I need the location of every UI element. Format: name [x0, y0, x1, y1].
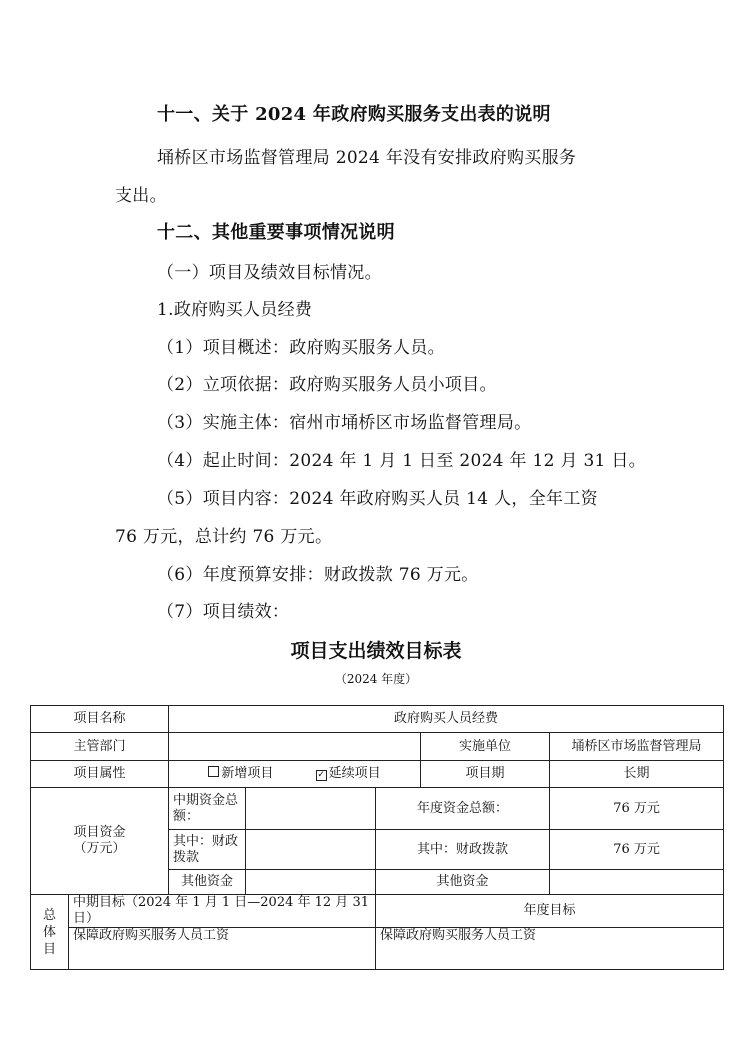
item-line: （6）年度预算安排：财政拨款 76 万元。 [157, 565, 479, 585]
goal-label-char: 总 [42, 907, 56, 923]
mid-goal-text: 保障政府购买服务人员工资 [69, 928, 376, 970]
project-name-value: 政府购买人员经费 [169, 706, 724, 733]
mid-other-value [246, 870, 376, 895]
mid-fin-value [246, 830, 376, 870]
paragraph-text: 支出。 [115, 186, 167, 206]
item-line: 76 万元，总计约 76 万元。 [115, 527, 333, 547]
paragraph-text: 埇桥区市场监督管理局 2024 年没有安排政府购买服务 [157, 148, 577, 168]
year-other-label: 其他资金 [376, 870, 550, 895]
fund-label: 项目资金 [73, 825, 126, 840]
attr-label: 项目属性 [31, 761, 169, 788]
item-line: （4）起止时间：2024 年 1 月 1 日至 2024 年 12 月 31 日。 [157, 451, 646, 471]
item-line: （2）立项依据：政府购买服务人员小项目。 [157, 375, 497, 395]
mid-other-label: 其他资金 [169, 870, 246, 895]
goal-label-char: 体 [42, 924, 56, 940]
year-fin-label: 其中：财政拨款 [376, 830, 550, 870]
dept-label: 主管部门 [31, 733, 169, 761]
unit-value: 埇桥区市场监督管理局 [550, 733, 724, 761]
table-subtitle: （2024 年度） [334, 672, 418, 686]
dept-value [169, 733, 421, 761]
item-line: （7）项目绩效： [157, 602, 290, 622]
period-value: 长期 [550, 761, 724, 788]
item-line: （1）项目概述：政府购买服务人员。 [157, 338, 445, 358]
fund-unit: （万元） [73, 841, 126, 856]
performance-table [30, 705, 724, 970]
mid-total-value [246, 788, 376, 830]
mid-total-label: 中期资金总额： [169, 788, 246, 830]
section-heading-11: 十一、关于 2024 年政府购买服务支出表的说明 [157, 104, 551, 125]
year-total-label: 年度资金总额： [376, 788, 550, 830]
period-label: 项目期 [421, 761, 550, 788]
checkbox-empty-icon [208, 766, 219, 777]
mid-goal-header: 中期目标（2024 年 1 月 1 日—2024 年 12 月 31 日） [69, 895, 376, 928]
section-heading-12: 十二、其他重要事项情况说明 [157, 222, 395, 243]
attr-options [169, 761, 421, 788]
unit-label: 实施单位 [421, 733, 550, 761]
year-total-value: 76 万元 [550, 788, 724, 830]
checkbox-checked-icon: ✓ [317, 770, 325, 780]
year-other-value [550, 870, 724, 895]
year-goal-text: 保障政府购买服务人员工资 [376, 928, 724, 970]
item-line: （3）实施主体：宿州市埇桥区市场监督管理局。 [157, 413, 532, 433]
fund-label-cell [31, 788, 169, 895]
project-name-label: 项目名称 [31, 706, 169, 733]
mid-fin-label: 其中：财政拨款 [169, 830, 246, 870]
subsection-heading: （一）项目及绩效目标情况。 [157, 263, 382, 283]
attr-cont-label: 延续项目 [328, 766, 381, 781]
overall-goal-label [31, 895, 69, 970]
year-fin-value: 76 万元 [550, 830, 724, 870]
attr-new-label: 新增项目 [221, 766, 274, 781]
item-heading: 1.政府购买人员经费 [157, 300, 313, 320]
item-line: （5）项目内容：2024 年政府购买人员 14 人，全年工资 [157, 489, 598, 509]
goal-label-char: 目 [42, 941, 56, 957]
year-goal-header: 年度目标 [376, 895, 724, 928]
table-title: 项目支出绩效目标表 [290, 640, 462, 662]
